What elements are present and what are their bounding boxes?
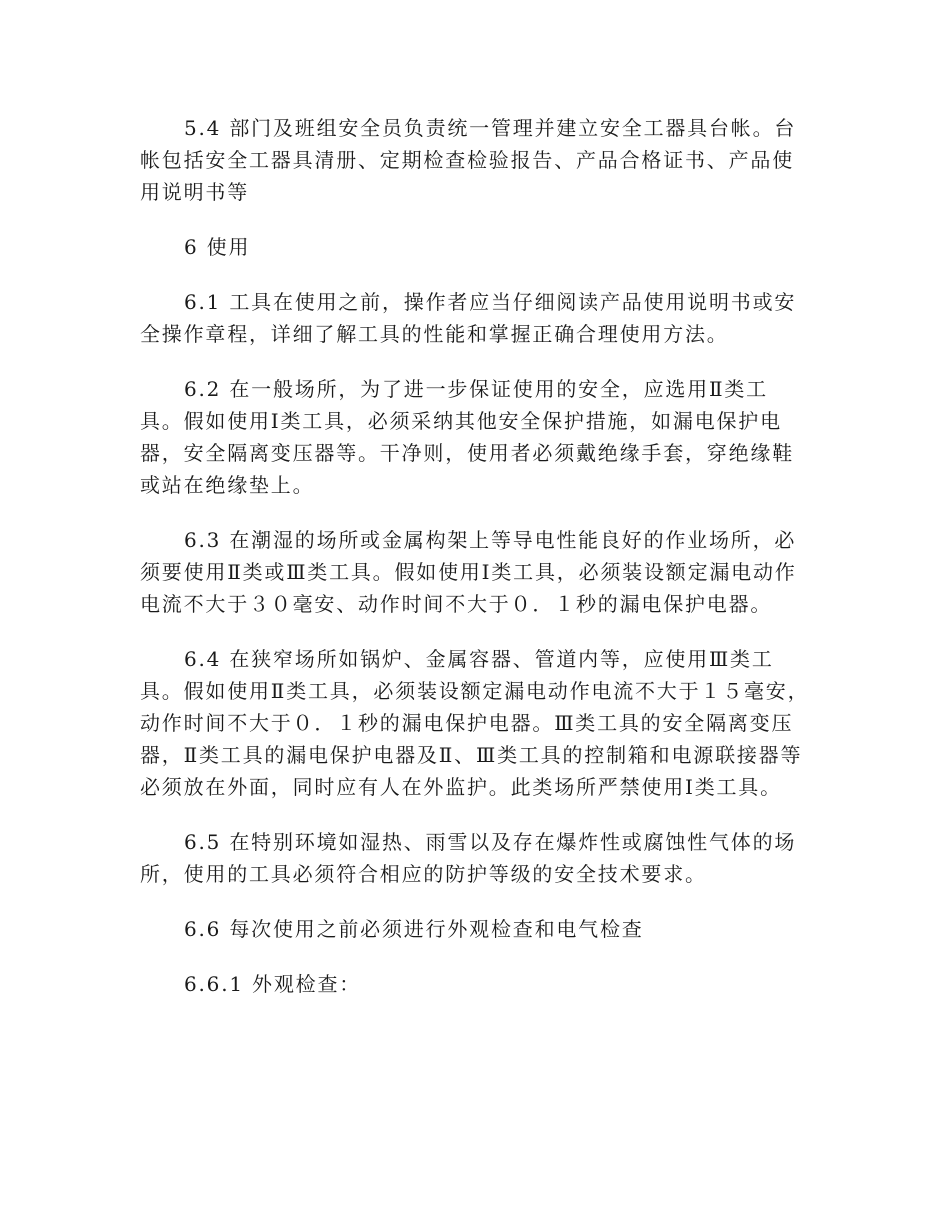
paragraph-6-1: 6.1 工具在使用之前，操作者应当仔细阅读产品使用说明书或安全操作章程，详细了解工具的性能和掌握正确合理使用方法。	[140, 290, 797, 346]
paragraph-5-4: 5.4 部门及班组安全员负责统一管理并建立安全工器具台帐。台帐包括安全工器具清册、定期检查检验报告、产品合格证书、产品使用说明书等	[140, 116, 797, 204]
paragraph-6-5: 6.5 在特别环境如湿热、雨雪以及存在爆炸性或腐蚀性气体的场所，使用的工具必须符合相应的防护等级的安全技术要求。	[140, 830, 797, 886]
section-heading-6: 6 使用	[184, 235, 251, 259]
paragraph-6-6: 6.6 每次使用之前必须进行外观检查和电气检查	[184, 917, 644, 941]
paragraph-6-4: 6.4 在狭窄场所如锅炉、金属容器、管道内等，应使用Ⅲ类工具。假如使用Ⅱ类工具，必须装设额定漏电动作电流不大于１５毫安，动作时间不大于０．１秒的漏电保护电器。Ⅲ类工具的安全隔离变压器，Ⅱ类工具的漏电保护电器及Ⅱ、Ⅲ类工具的控制箱和电源联接器等必须放在外面，同时应有人在外监护。此类场所严禁使用Ⅰ类工具。	[140, 647, 810, 799]
paragraph-6-2: 6.2 在一般场所，为了进一步保证使用的安全，应选用Ⅱ类工具。假如使用Ⅰ类工具，必须采纳其他安全保护措施，如漏电保护电器，安全隔离变压器等。干净则，使用者必须戴绝缘手套，穿绝缘鞋或站在绝缘垫上。	[140, 377, 794, 497]
document-body	[140, 112, 810, 1023]
paragraph-6-3: 6.3 在潮湿的场所或金属构架上等导电性能良好的作业场所，必须要使用Ⅱ类或Ⅲ类工具。假如使用Ⅰ类工具，必须装设额定漏电动作电流不大于３０毫安、动作时间不大于０．１秒的漏电保护电器。	[140, 528, 797, 616]
paragraph-6-6-1: 6.6.1 外观检查：	[184, 972, 362, 996]
